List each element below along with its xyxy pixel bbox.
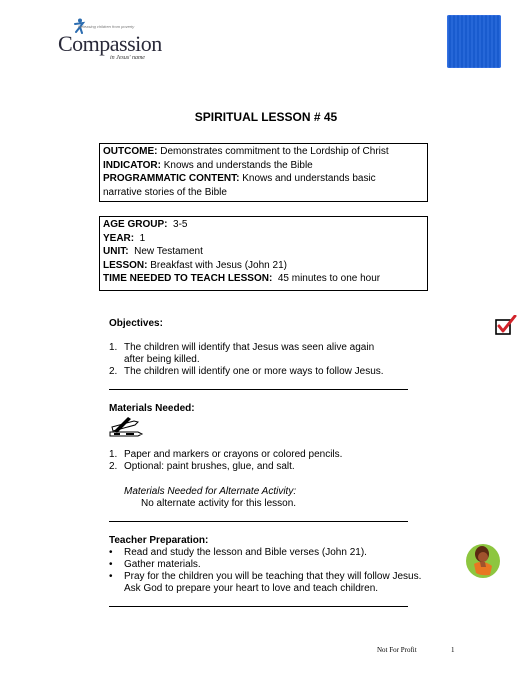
blue-color-block bbox=[447, 15, 501, 68]
bullet: • bbox=[109, 571, 113, 582]
list-number: 2. bbox=[109, 366, 118, 377]
programmatic-row bbox=[103, 172, 424, 186]
year-label: YEAR: bbox=[103, 232, 135, 244]
objectives-heading: Objectives: bbox=[109, 318, 163, 329]
programmatic-row-continued: narrative stories of the Bible bbox=[103, 186, 227, 198]
alternate-materials-heading: Materials Needed for Alternate Activity: bbox=[124, 486, 297, 497]
checkbox-checked-icon bbox=[495, 315, 517, 337]
alternate-materials-text: No alternate activity for this lesson. bbox=[141, 498, 297, 509]
programmatic-label: PROGRAMMATIC CONTENT: bbox=[103, 173, 240, 184]
list-text: Pray for the children you will be teaching that they will follow Jesus. bbox=[124, 571, 422, 582]
materials-list bbox=[109, 449, 342, 473]
time-value: 45 minutes to one hour bbox=[272, 273, 381, 284]
lesson-info-box bbox=[99, 216, 428, 291]
list-text: Paper and markers or crayons or colored pencils. bbox=[124, 449, 343, 460]
list-item bbox=[109, 461, 342, 473]
crayons-icon bbox=[108, 417, 144, 439]
lesson-value: Breakfast with Jesus (John 21) bbox=[147, 259, 287, 271]
indicator-label: INDICATOR: bbox=[103, 159, 161, 171]
logo-wordmark: Compassion bbox=[58, 31, 162, 56]
bullet: • bbox=[109, 559, 113, 570]
teacher-preparation-heading: Teacher Preparation: bbox=[109, 535, 209, 546]
time-row bbox=[103, 272, 424, 286]
objectives-list bbox=[109, 342, 384, 378]
bullet: • bbox=[109, 547, 113, 558]
unit-label: UNIT: bbox=[103, 246, 129, 257]
outcome-label: OUTCOME: bbox=[103, 146, 158, 157]
lesson-title: SPIRITUAL LESSON # 45 bbox=[194, 110, 338, 124]
list-text: Gather materials. bbox=[124, 559, 201, 570]
unit-value: New Testament bbox=[128, 246, 203, 257]
list-number: 2. bbox=[109, 461, 118, 472]
outcome-row bbox=[103, 145, 424, 159]
unit-row bbox=[103, 245, 424, 259]
compassion-logo bbox=[56, 18, 166, 66]
list-text: Optional: paint brushes, glue, and salt. bbox=[124, 461, 295, 472]
lesson-label: LESSON: bbox=[103, 259, 148, 271]
age-group-label: AGE GROUP: bbox=[103, 219, 168, 230]
teacher-preparation-list bbox=[109, 547, 421, 595]
lesson-row bbox=[103, 259, 424, 273]
list-item bbox=[109, 571, 421, 595]
indicator-row bbox=[103, 159, 424, 173]
footer-note: Not For Profit bbox=[377, 646, 417, 654]
list-text: The children will identify that Jesus was seen alive again bbox=[124, 342, 375, 353]
logo-tagline: Releasing children from poverty bbox=[78, 24, 135, 29]
outcome-box bbox=[99, 143, 428, 202]
list-text-continued: after being killed. bbox=[124, 354, 200, 365]
list-item bbox=[109, 449, 342, 461]
indicator-value: Knows and understands the Bible bbox=[160, 159, 313, 171]
logo-subtitle: in Jesus' name bbox=[110, 55, 145, 61]
divider bbox=[109, 389, 408, 390]
list-number: 1. bbox=[109, 449, 118, 460]
age-group-row bbox=[103, 218, 424, 232]
materials-heading: Materials Needed: bbox=[109, 403, 195, 414]
list-item bbox=[109, 342, 384, 366]
list-text-continued: Ask God to prepare your heart to love and teach children. bbox=[124, 583, 379, 594]
list-item bbox=[109, 366, 384, 378]
list-item bbox=[109, 547, 421, 559]
year-value: 1 bbox=[134, 232, 146, 244]
divider bbox=[109, 521, 408, 522]
list-text: The children will identify one or more ways to follow Jesus. bbox=[124, 366, 384, 377]
programmatic-value: Knows and understands basic bbox=[239, 173, 376, 184]
time-label: TIME NEEDED TO TEACH LESSON: bbox=[103, 273, 273, 284]
list-text: Read and study the lesson and Bible verses (John 21). bbox=[124, 547, 367, 558]
praying-child-icon bbox=[465, 540, 501, 580]
outcome-value: Demonstrates commitment to the Lordship of Christ bbox=[157, 146, 389, 157]
page-number: 1 bbox=[451, 646, 455, 654]
list-number: 1. bbox=[109, 342, 118, 353]
divider bbox=[109, 606, 408, 607]
year-row bbox=[103, 232, 424, 246]
age-group-value: 3-5 bbox=[167, 219, 188, 230]
list-item bbox=[109, 559, 421, 571]
